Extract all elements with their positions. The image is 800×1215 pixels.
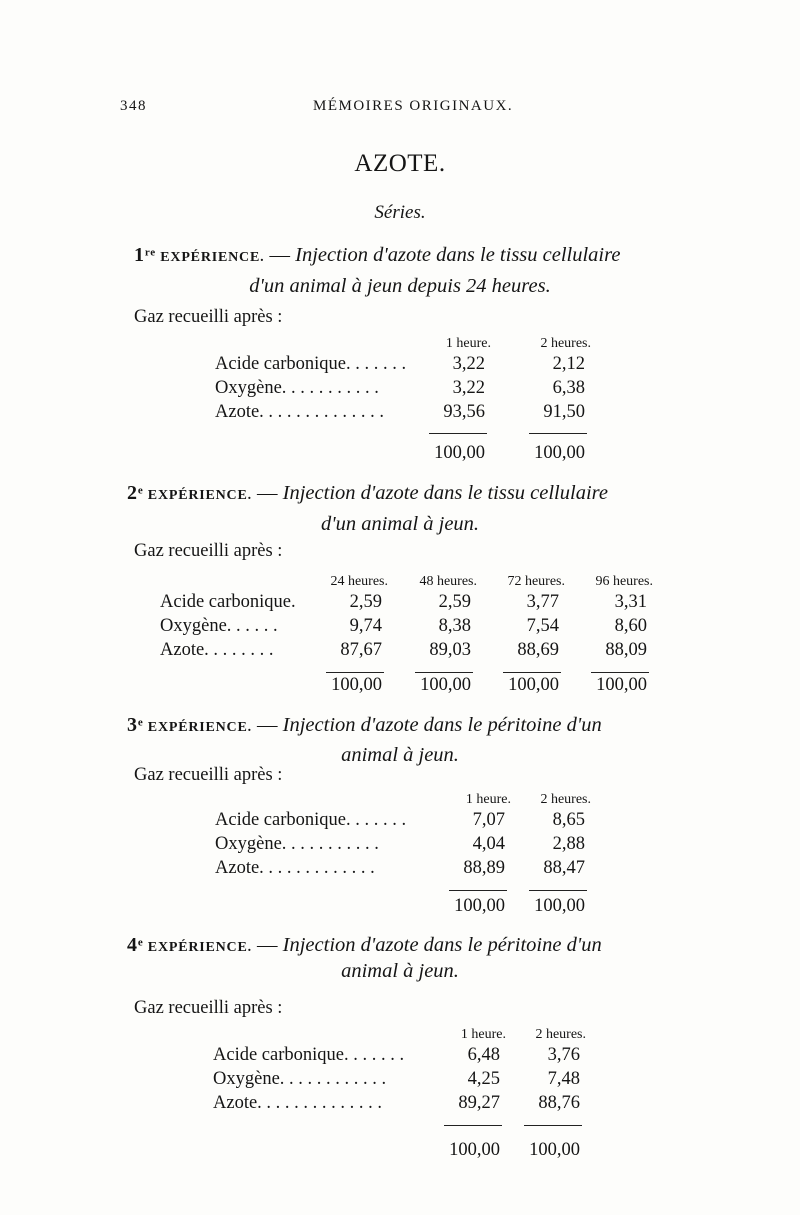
table-cell: 3,76 — [547, 1045, 580, 1065]
row-label: Azote. . . . . . . . . . . . . . — [215, 402, 385, 422]
experiment-1-line1: Injection d'azote dans le tissu cellulaire — [295, 244, 621, 266]
table-cell: 4,04 — [472, 834, 505, 854]
table-cell: 88,76 — [538, 1093, 580, 1113]
total-rule — [429, 433, 487, 434]
total-rule — [415, 672, 473, 673]
table-cell: 89,27 — [458, 1093, 500, 1113]
experiment-2-line2: d'un animal à jeun. — [320, 513, 480, 535]
experiment-1-heading: 1re EXPÉRIENCE. — Injection d'azote dans le tissu cellulaire — [134, 244, 621, 266]
experiment-2-label: 2e EXPÉRIENCE. — [127, 482, 252, 504]
column-header: 1 heure. — [460, 1027, 506, 1042]
total-rule — [529, 433, 587, 434]
table-cell: 6,48 — [467, 1045, 500, 1065]
experiment-4-heading: 4e EXPÉRIENCE. — Injection d'azote dans le péritoine d'un — [127, 934, 602, 956]
table-cell: 3,31 — [614, 592, 647, 612]
experiment-1-line2: d'un animal à jeun depuis 24 heures. — [249, 275, 551, 297]
total-rule — [326, 672, 384, 673]
row-label: Azote. . . . . . . . — [160, 640, 274, 660]
table-cell: 7,48 — [547, 1069, 580, 1089]
table-cell: 9,74 — [349, 616, 382, 636]
table-cell: 88,89 — [463, 858, 505, 878]
total-rule — [591, 672, 649, 673]
column-header: 72 heures. — [507, 574, 565, 589]
experiment-2-line1: Injection d'azote dans le tissu cellulaire — [282, 482, 608, 504]
table-cell: 91,50 — [543, 402, 585, 422]
total-cell: 100,00 — [534, 443, 585, 463]
column-header: 96 heures. — [595, 574, 653, 589]
row-label: Oxygène. . . . . . . . . . . — [215, 834, 379, 854]
total-cell: 100,00 — [529, 1140, 580, 1160]
experiment-2-heading: 2e EXPÉRIENCE. — Injection d'azote dans le tissu cellulaire — [127, 482, 608, 504]
row-label: Acide carbonique. . . . . . . — [215, 810, 407, 830]
total-rule — [449, 890, 507, 891]
table-cell: 87,67 — [340, 640, 382, 660]
table-cell: 2,12 — [552, 354, 585, 374]
table-cell: 2,59 — [349, 592, 382, 612]
column-header: 1 heure. — [465, 792, 511, 807]
table-cell: 4,25 — [467, 1069, 500, 1089]
row-label: Oxygène. . . . . . — [160, 616, 278, 636]
row-label: Acide carbonique. . . . . . . — [215, 354, 407, 374]
experiment-3-gaz-label: Gaz recueilli après : — [134, 765, 283, 785]
page-number: 348 — [120, 98, 147, 114]
total-cell: 100,00 — [534, 896, 585, 916]
total-cell: 100,00 — [454, 896, 505, 916]
running-title: MÉMOIRES ORIGINAUX. — [313, 98, 514, 114]
total-rule — [444, 1125, 502, 1126]
table-cell: 3,22 — [452, 354, 485, 374]
column-header: 2 heures. — [535, 1027, 586, 1042]
row-label: Oxygène. . . . . . . . . . . — [215, 378, 379, 398]
column-header: 48 heures. — [419, 574, 477, 589]
table-cell: 2,59 — [438, 592, 471, 612]
row-label: Oxygène. . . . . . . . . . . . — [213, 1069, 387, 1089]
experiment-2-gaz-label: Gaz recueilli après : — [134, 541, 283, 561]
row-label: Acide carbonique. . . . . . . — [213, 1045, 405, 1065]
column-header: 2 heures. — [540, 792, 591, 807]
table-cell: 7,54 — [526, 616, 559, 636]
table-cell: 3,77 — [526, 592, 559, 612]
experiment-1-label: 1re EXPÉRIENCE. — [134, 244, 265, 266]
table-cell: 6,38 — [552, 378, 585, 398]
row-label: Azote. . . . . . . . . . . . . . — [213, 1093, 383, 1113]
experiment-3-line1: Injection d'azote dans le péritoine d'un — [282, 714, 602, 736]
total-cell: 100,00 — [449, 1140, 500, 1160]
section-title: AZOTE. — [354, 150, 446, 177]
total-cell: 100,00 — [596, 675, 647, 695]
experiment-1-gaz-label: Gaz recueilli après : — [134, 307, 283, 327]
experiment-4-gaz-label: Gaz recueilli après : — [134, 998, 283, 1018]
row-label: Acide carbonique. — [160, 592, 296, 612]
experiment-4-label: 4e EXPÉRIENCE. — [127, 934, 252, 956]
table-cell: 2,88 — [552, 834, 585, 854]
experiment-4-line1: Injection d'azote dans le péritoine d'un — [282, 934, 602, 956]
total-cell: 100,00 — [434, 443, 485, 463]
table-cell: 8,60 — [614, 616, 647, 636]
experiment-3-heading: 3e EXPÉRIENCE. — Injection d'azote dans le péritoine d'un — [127, 714, 602, 736]
total-cell: 100,00 — [331, 675, 382, 695]
total-rule — [503, 672, 561, 673]
table-cell: 88,47 — [543, 858, 585, 878]
table-cell: 7,07 — [472, 810, 505, 830]
experiment-4-line2: animal à jeun. — [341, 960, 459, 982]
table-cell: 88,09 — [605, 640, 647, 660]
column-header: 24 heures. — [330, 574, 388, 589]
column-header: 1 heure. — [445, 336, 491, 351]
total-cell: 100,00 — [508, 675, 559, 695]
table-cell: 8,65 — [552, 810, 585, 830]
column-header: 2 heures. — [540, 336, 591, 351]
table-cell: 93,56 — [443, 402, 485, 422]
table-cell: 89,03 — [429, 640, 471, 660]
table-cell: 8,38 — [438, 616, 471, 636]
total-rule — [524, 1125, 582, 1126]
table-cell: 3,22 — [452, 378, 485, 398]
section-subtitle: Séries. — [374, 202, 426, 223]
experiment-3-label: 3e EXPÉRIENCE. — [127, 714, 252, 736]
total-rule — [529, 890, 587, 891]
total-cell: 100,00 — [420, 675, 471, 695]
table-cell: 88,69 — [517, 640, 559, 660]
row-label: Azote. . . . . . . . . . . . . — [215, 858, 375, 878]
experiment-3-line2: animal à jeun. — [341, 744, 459, 766]
